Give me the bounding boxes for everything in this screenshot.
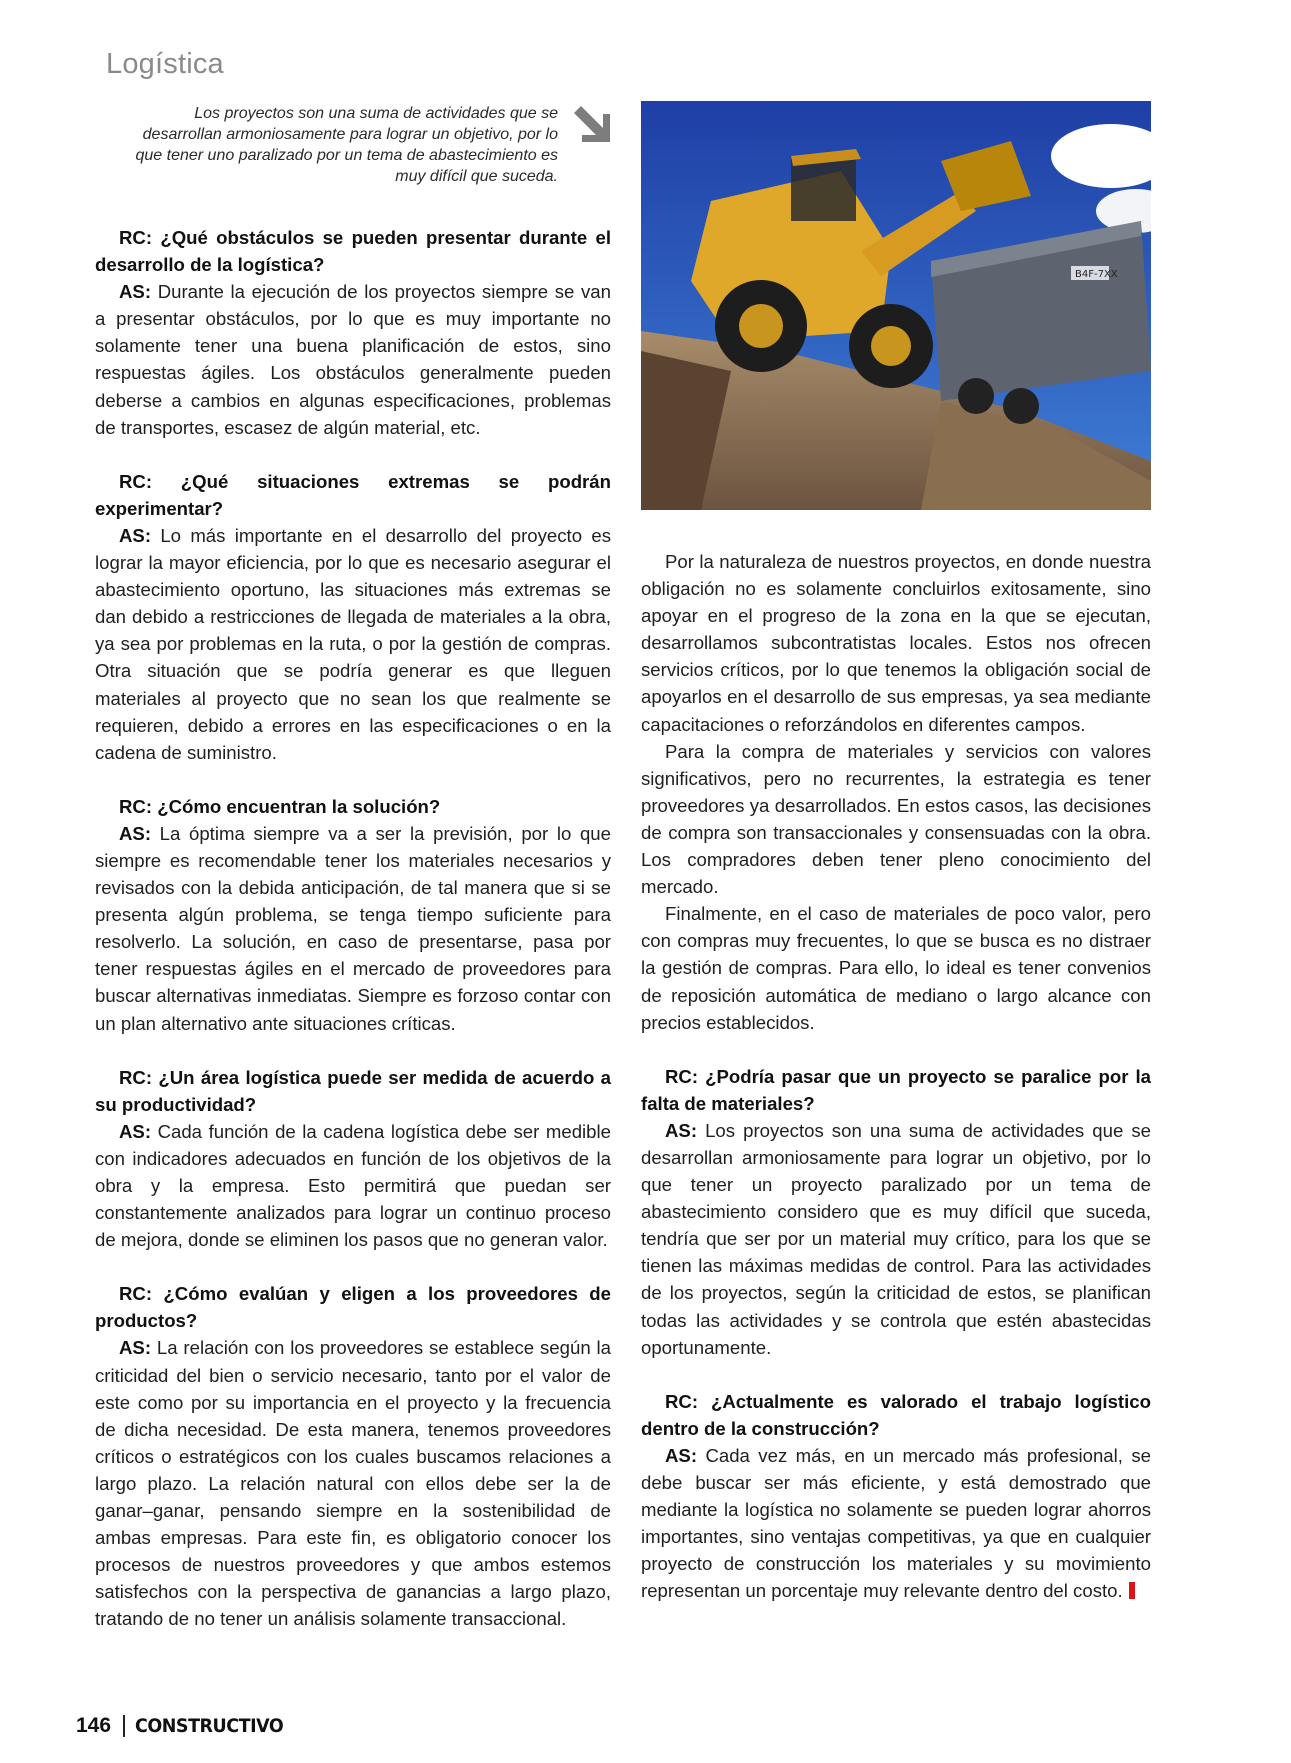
question-2: RC: ¿Qué situaciones extremas se podrán experimentar?	[95, 470, 611, 519]
paragraph-3: Finalmente, en el caso de materiales de poco valor, pero con compras muy frecuentes, lo que se busca es no distraer la gestión de compras. Para ello, lo ideal es tener convenios de reposición automática de mediano o largo alcance con precios establecidos.	[641, 903, 1151, 1033]
construction-photo	[641, 101, 1151, 510]
question-4: RC: ¿Un área logística puede ser medida de acuerdo a su productividad?	[95, 1066, 611, 1115]
magazine-name: CONSTRUCTIVO	[135, 1715, 284, 1737]
loader-and-truck-image	[641, 101, 1151, 510]
paragraph-2: Para la compra de materiales y servicios con valores significativos, pero no recurrentes, la estrategia es tener proveedores ya desarrollados. En estos casos, las decisiones de compra son transaccionales y consensuadas con la obra. Los compradores deben tener pleno conocimiento del mercado.	[641, 740, 1151, 898]
answer-1: AS: Durante la ejecución de los proyectos siempre se van a presentar obstáculos, por lo que es muy importante no solamente tener una buena planificación de estos, sino respuestas ágiles. Los obstáculos generalmente pueden deberse a cambios en algunas especificaciones, problemas de transportes, escasez de algún material, etc.	[95, 281, 611, 438]
answer-5: AS: La relación con los proveedores se establece según la criticidad del bien o servicio necesario, tanto por el valor de este como por su importancia en el proyecto y la frecuencia de dicha necesidad. De esta manera, tenemos proveedores críticos o estratégicos con los cuales buscamos relaciones a largo plazo. La relación natural con ellos debe ser la de ganar–ganar, pensando siempre en la sostenibilidad de ambas empresas. Para este fin, es obligatorio conocer los procesos de nuestros proveedores y que ambos estemos satisfechos con la perspectiva de ganancias a largo plazo, tratando de no tener un análisis solamente transaccional.	[95, 1337, 611, 1630]
answer-6: AS: Los proyectos son una suma de actividades que se desarrollan armoniosamente para lograr un objetivo, por lo que tener un proyecto paralizado por un tema de abastecimiento considero que es muy difícil que suceda, tendría que ser por un material muy crítico, para los que se tienen las máximas medidas de control. Para las actividades de los proyectos, según la criticidad de estos, se planifican todas las actividades y se controla que estén abastecidas oportunamente.	[641, 1119, 1151, 1358]
page-number: 146	[76, 1714, 112, 1737]
question-6: RC: ¿Podría pasar que un proyecto se paralice por la falta de materiales?	[641, 1065, 1151, 1114]
truck-plate: B4F-7XX	[1075, 269, 1118, 280]
right-column	[641, 548, 1151, 1604]
question-5: RC: ¿Cómo evalúan y eligen a los proveedores de productos?	[95, 1283, 611, 1332]
question-3: RC: ¿Cómo encuentran la solución?	[119, 795, 441, 817]
left-column	[95, 224, 611, 1633]
page-footer	[76, 1714, 296, 1738]
answer-7: AS: Cada vez más, en un mercado más profesional, se debe buscar ser más eficiente, y está demostrado que mediante la logística no solamente se pueden lograr ahorros importantes, sino ventajas competitivas, ya que en cualquier proyecto de construcción los materiales y su movimiento representan un porcentaje muy relevante dentro del costo.	[641, 1444, 1151, 1602]
answer-4: AS: Cada función de la cadena logística debe ser medible con indicadores adecuados en función de los objetivos de la obra y la empresa. Esto permitirá que puedan ser constantemente analizados para lograr un continuo proceso de mejora, donde se eliminen los pasos que no generan valor.	[95, 1120, 611, 1251]
paragraph-1: Por la naturaleza de nuestros proyectos, en donde nuestra obligación no es solamente concluirlos exitosamente, sino apoyar en el progreso de la zona en la que se ejecutan, desarrollamos subcontratistas locales. Estos nos ofrecen servicios críticos, por lo que tenemos la obligación social de apoyarlos en el desarrollo de sus empresas, ya sea mediante capacitaciones o reforzándolos en diferentes campos.	[641, 551, 1151, 735]
section-title: Logística	[106, 48, 224, 80]
footer-divider	[123, 1715, 125, 1737]
answer-2: AS: Lo más importante en el desarrollo del proyecto es lograr la mayor eficiencia, por lo que es necesario asegurar el abastecimiento oportuno, las situaciones más extremas se dan debido a restricciones de llegada de materiales a la obra, ya sea por problemas en la ruta, o por la gestión de compras. Otra situación que se podría generar es que lleguen materiales al proyecto que no sean los que realmente se requieren, debido a errores en las especificaciones o en la cadena de suministro.	[95, 524, 611, 763]
question-7: RC: ¿Actualmente es valorado el trabajo logístico dentro de la construcción?	[641, 1390, 1151, 1439]
end-of-article-mark	[1129, 1582, 1135, 1599]
question-1: RC: ¿Qué obstáculos se pueden presentar durante el desarrollo de la logística?	[95, 227, 611, 276]
answer-3: AS: La óptima siempre va a ser la previsión, por lo que siempre es recomendable tener los materiales necesarios y revisados con la debida anticipación, de tal manera que si se presenta algún problema, se tenga tiempo suficiente para resolverlo. La solución, en caso de presentarse, pasa por tener respuestas ágiles en el mercado de proveedores para buscar alternativas inmediatas. Siempre es forzoso contar con un plan alternativo ante situaciones críticas.	[95, 822, 611, 1034]
arrow-down-right-icon	[572, 104, 612, 144]
pullquote: Los proyectos son una suma de actividades que se desarrollan armoniosamente para lograr un objetivo, por lo que tener uno paralizado por un tema de abastecimiento es muy difícil que suceda.	[135, 105, 558, 185]
